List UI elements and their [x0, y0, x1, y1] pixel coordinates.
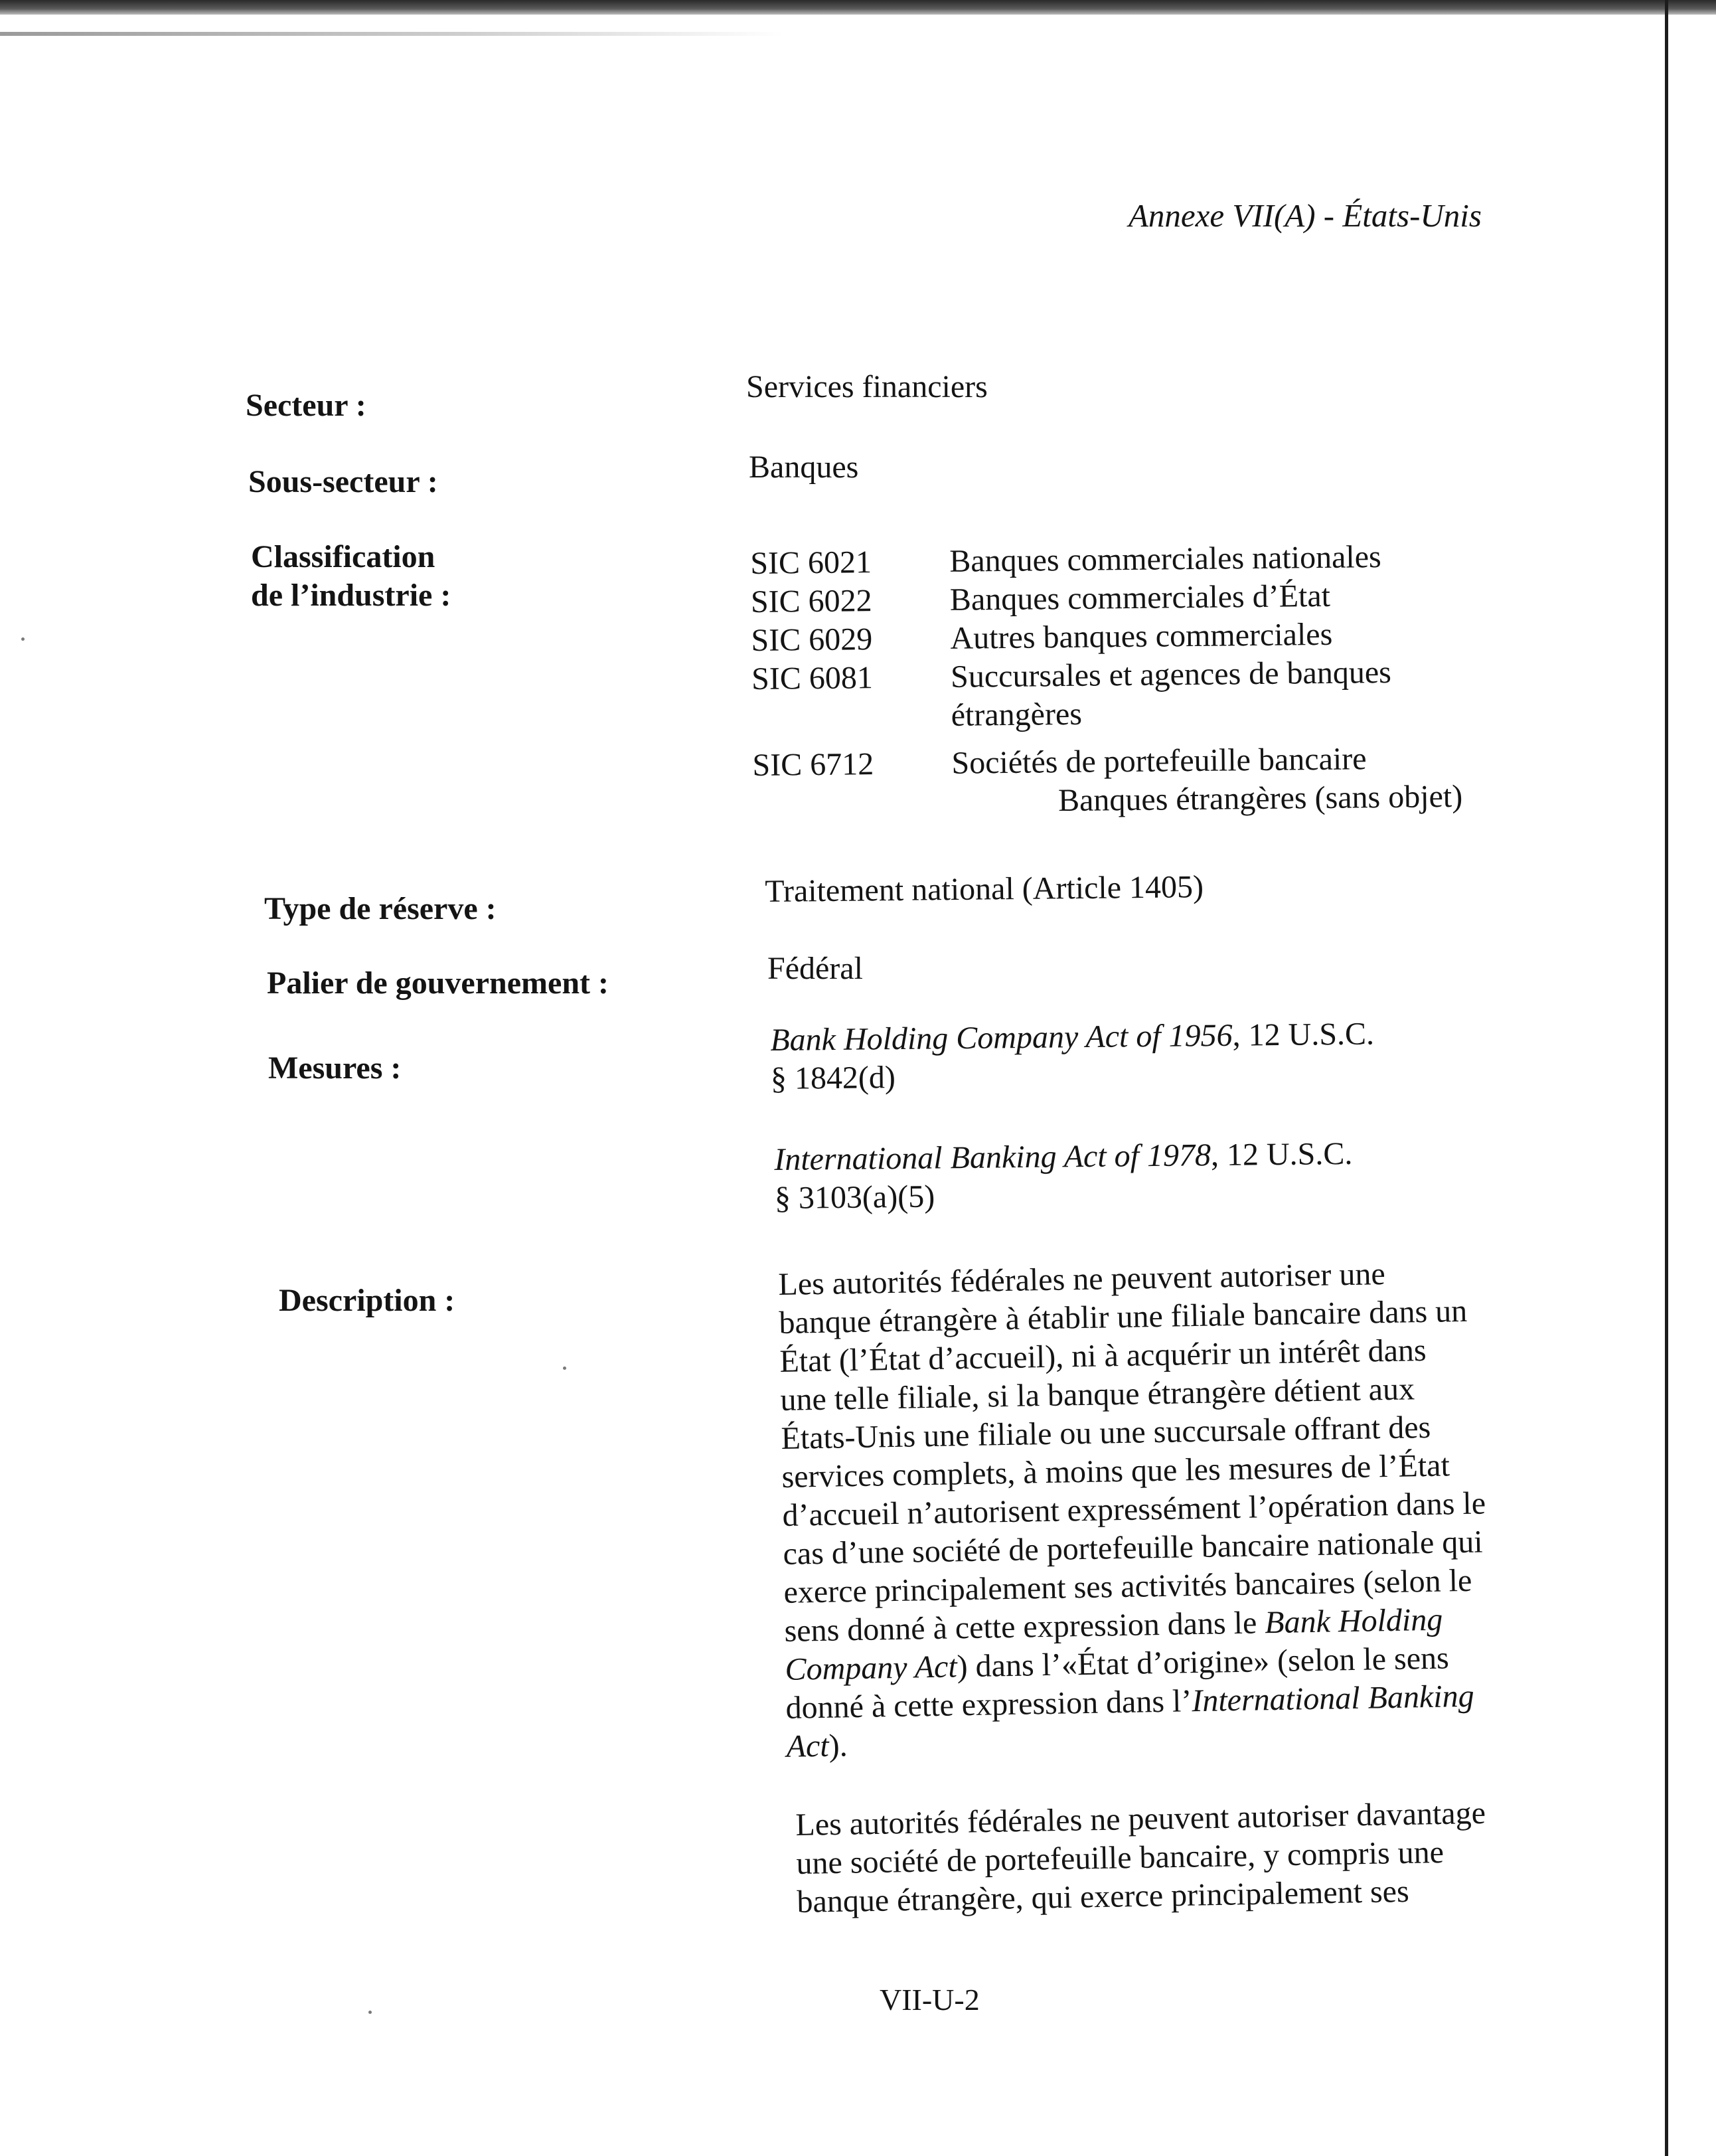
description-line: banque étrangère à établir une filiale bancaire dans un: [779, 1293, 1468, 1341]
sic-code: SIC 6022: [750, 583, 872, 620]
mesure-2-section: § 3103(a)(5): [774, 1179, 935, 1216]
label-type-reserve: Type de réserve :: [264, 891, 497, 926]
scan-speck: [21, 637, 25, 641]
description-text: donné à cette expression dans l’: [785, 1683, 1192, 1726]
sic-code: SIC 6712: [752, 746, 874, 783]
scan-speck: [563, 1367, 566, 1370]
classification-table: [750, 537, 1516, 823]
description-text: ).: [828, 1728, 848, 1764]
label-mesures: Mesures :: [268, 1050, 402, 1086]
mesure-2: [774, 1135, 1353, 1218]
label-classification: [251, 538, 451, 615]
description-act-name: International Banking: [1191, 1678, 1475, 1719]
mesure-2-line: [774, 1135, 1353, 1179]
description-line: exerce principalement ses activités bancaires (selon le: [783, 1562, 1472, 1610]
label-classification-line: de l’industrie :: [251, 578, 451, 613]
description-line: banque étrangère, qui exerce principalement ses: [797, 1873, 1410, 1920]
label-secteur: Secteur :: [246, 388, 366, 423]
description-line: Les autorités fédérales ne peuvent autoriser davantage: [795, 1795, 1486, 1843]
description-line: cas d’une société de portefeuille bancaire nationale qui: [783, 1524, 1484, 1572]
value-secteur: Services financiers: [746, 369, 988, 404]
page-header: Annexe VII(A) - États-Unis: [1129, 197, 1482, 234]
value-sous-secteur: Banques: [749, 450, 859, 485]
page-number: VII-U-2: [880, 1983, 980, 2017]
description-line: d’accueil n’autorisent expressément l’opération dans le: [782, 1485, 1486, 1533]
sic-code: SIC 6081: [751, 660, 874, 697]
sic-description: Banques commerciales nationales: [949, 539, 1381, 579]
scan-speck: [368, 2011, 372, 2014]
sic-description: [951, 653, 1392, 735]
label-description: Description :: [279, 1283, 455, 1318]
mesure-1-line: [770, 1015, 1374, 1060]
description-line: services complets, à moins que les mesures de l’État: [781, 1448, 1450, 1495]
sic-code: SIC 6021: [750, 544, 872, 581]
mesure-2-title: International Banking Act of 1978: [774, 1137, 1211, 1177]
description-line: une société de portefeuille bancaire, y compris une: [796, 1834, 1444, 1881]
description-line: État (l’État d’accueil), ni à acquérir un intérêt dans: [779, 1332, 1427, 1379]
sic-description-line: étrangères: [951, 696, 1083, 733]
sic-code: SIC 6029: [751, 622, 873, 658]
description-paragraph-2: [795, 1793, 1567, 1922]
value-palier: Fédéral: [767, 951, 863, 986]
sic-description: Autres banques commerciales: [950, 616, 1333, 656]
scan-border-top: [0, 0, 1716, 15]
mesure-1-title: Bank Holding Company Act of 1956: [770, 1017, 1233, 1058]
mesure-2-ref: , 12 U.S.C.: [1210, 1135, 1353, 1173]
sic-description: Banques commerciales d’État: [949, 578, 1331, 618]
description-line: États-Unis une filiale ou une succursale offrant des: [781, 1409, 1431, 1456]
scan-border-right: [1665, 0, 1668, 2156]
description-line: Les autorités fédérales ne peuvent autoriser une: [778, 1256, 1386, 1302]
mesure-1: [770, 1015, 1375, 1098]
mesure-1-section: § 1842(d): [770, 1060, 896, 1096]
description-act-name: Act: [786, 1728, 830, 1764]
sic-row: [751, 652, 1516, 737]
description-act-name: Bank Holding: [1264, 1602, 1443, 1641]
description-act-name: Company Act: [785, 1649, 958, 1687]
label-sous-secteur: Sous-secteur :: [248, 464, 438, 499]
description-paragraph-1: [778, 1252, 1557, 1766]
sic-description-line: Succursales et agences de banques: [950, 654, 1392, 695]
description-text: sens donné à cette expression dans le: [784, 1605, 1265, 1649]
mesure-1-ref: , 12 U.S.C.: [1232, 1016, 1375, 1053]
value-type-reserve: Traitement national (Article 1405): [765, 869, 1204, 909]
sic-note: Banques étrangères (sans objet): [1057, 778, 1463, 819]
label-classification-line: Classification: [251, 539, 435, 574]
description-line: une telle filiale, si la banque étrangère détient aux: [780, 1371, 1415, 1418]
scan-streak: [0, 32, 783, 36]
sic-description: Sociétés de portefeuille bancaire: [951, 741, 1367, 781]
label-palier: Palier de gouvernement :: [267, 965, 609, 1001]
description-text: ) dans l’«État d’origine» (selon le sens: [957, 1640, 1450, 1685]
